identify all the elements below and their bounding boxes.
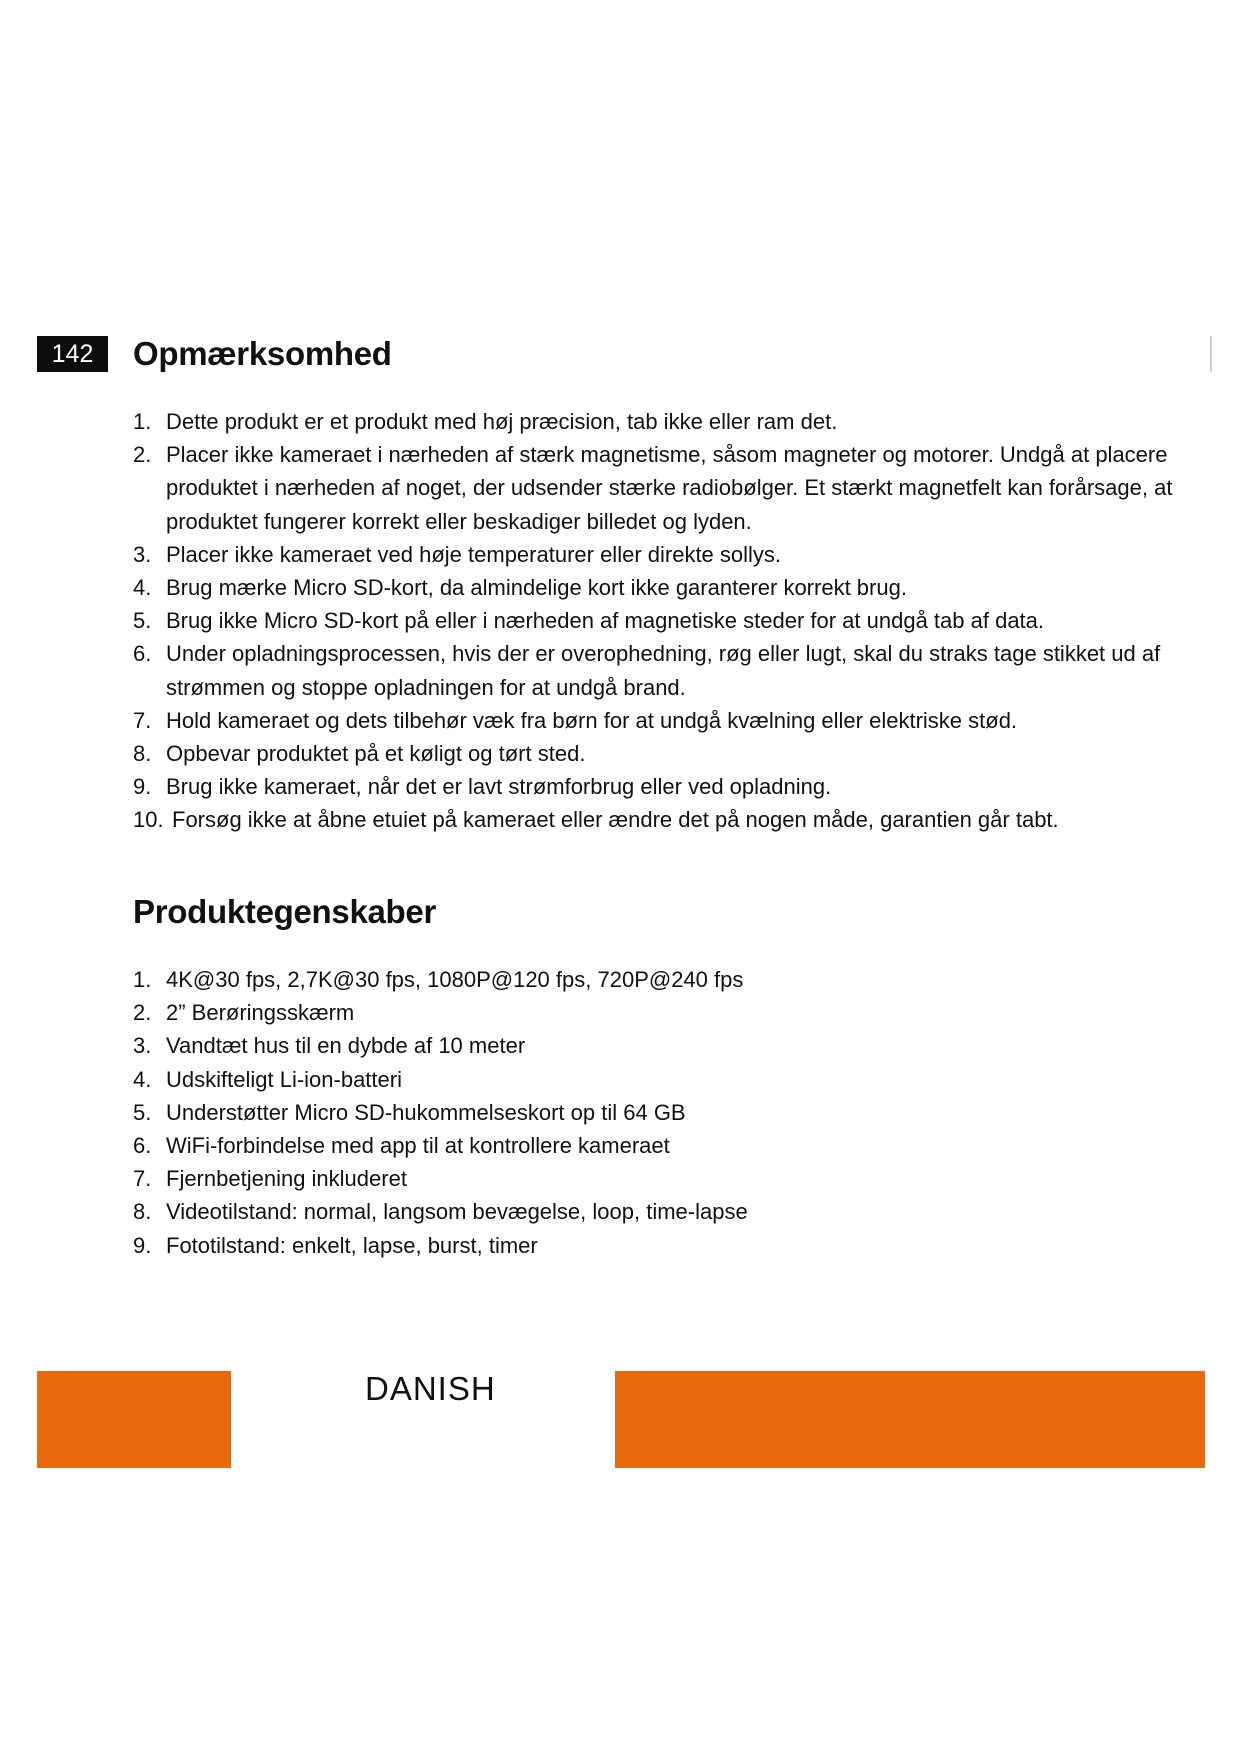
- list-item: [133, 737, 1183, 770]
- item-text: Vandtæt hus til en dybde af 10 meter: [166, 1033, 526, 1059]
- features-section: [133, 892, 1183, 1262]
- list-item: [133, 1229, 1183, 1262]
- list-item: [133, 1195, 1183, 1228]
- list-item: [133, 1096, 1183, 1129]
- item-text: Forsøg ikke at åbne etuiet på kameraet eller ændre det på nogen måde, garantien går tabt.: [172, 807, 1059, 833]
- item-text: 4K@30 fps, 2,7K@30 fps, 1080P@120 fps, 720P@240 fps: [166, 967, 744, 992]
- item-number: 3.: [133, 541, 152, 567]
- item-number: 8.: [133, 1199, 152, 1225]
- item-text: Dette produkt er et produkt med høj præcision, tab ikke eller ram det.: [166, 409, 838, 434]
- item-number: 4.: [133, 575, 152, 601]
- attention-section: [133, 334, 1183, 837]
- list-item: [133, 770, 1183, 803]
- item-number: 6.: [133, 1133, 152, 1159]
- item-number: 3.: [133, 1033, 152, 1059]
- item-text: Hold kameraet og dets tilbehør væk fra børn for at undgå kvælning eller elektriske stød.: [166, 707, 1018, 733]
- item-number: 5.: [133, 1099, 152, 1125]
- list-item: [133, 604, 1183, 637]
- footer-bar-left: [37, 1371, 231, 1468]
- item-number: 9.: [133, 774, 152, 800]
- item-number: 4.: [133, 1066, 152, 1092]
- item-text: Brug ikke Micro SD-kort på eller i nærheden af magnetiske steder for at undgå tab af data.: [166, 608, 1045, 634]
- list-item: [133, 1029, 1183, 1062]
- item-text: Udskifteligt Li-ion-batteri: [166, 1066, 402, 1092]
- list-item: [133, 637, 1183, 703]
- item-text: WiFi-forbindelse med app til at kontrollere kameraet: [166, 1133, 670, 1159]
- list-item: [133, 996, 1183, 1029]
- list-item: [133, 571, 1183, 604]
- footer-bar-right: [615, 1371, 1205, 1468]
- item-text: Placer ikke kameraet ved høje temperaturer eller direkte sollys.: [166, 541, 782, 567]
- item-text: Opbevar produktet på et køligt og tørt sted.: [166, 741, 586, 767]
- list-item: [133, 963, 1183, 996]
- features-title: Produktegenskaber: [133, 893, 437, 930]
- item-text: Understøtter Micro SD-hukommelseskort op til 64 GB: [166, 1099, 686, 1125]
- attention-title: Opmærksomhed: [133, 335, 392, 372]
- header-rule: [1210, 336, 1212, 372]
- list-item: [133, 1162, 1183, 1195]
- item-text: 2” Berøringsskærm: [166, 1000, 355, 1026]
- item-text: Brug ikke kameraet, når det er lavt strømforbrug eller ved opladning.: [166, 774, 832, 800]
- item-number: 2.: [133, 1000, 152, 1026]
- list-item: [133, 803, 1183, 836]
- item-number: 7.: [133, 1166, 152, 1192]
- attention-list: [133, 405, 1183, 837]
- list-item: [133, 538, 1183, 571]
- item-number: 10.: [133, 807, 164, 833]
- list-item: [133, 405, 1183, 438]
- page-number-badge: 142: [37, 336, 108, 372]
- item-number: 9.: [133, 1232, 152, 1258]
- item-number: 6.: [133, 641, 152, 667]
- item-number: 8.: [133, 741, 152, 767]
- footer-language-label: DANISH: [365, 1370, 496, 1407]
- item-text: Videotilstand: normal, langsom bevægelse, loop, time-lapse: [166, 1199, 748, 1225]
- item-text: Placer ikke kameraet i nærheden af stærk magnetisme, såsom magneter og motorer. Undgå at placere produktet i nærheden af noget, der udsender stærke radiobølger. Et stærkt magnetfelt kan forårsage, at produktet fungerer korrekt eller beskadiger billedet og lyden.: [166, 442, 1173, 534]
- item-number: 5.: [133, 608, 152, 634]
- item-text: Fototilstand: enkelt, lapse, burst, timer: [166, 1232, 538, 1258]
- list-item: [133, 1129, 1183, 1162]
- list-item: [133, 704, 1183, 737]
- item-text: Fjernbetjening inkluderet: [166, 1166, 407, 1192]
- features-list: [133, 963, 1183, 1262]
- list-item: [133, 438, 1183, 538]
- item-number: 1.: [133, 967, 152, 992]
- item-text: Under opladningsprocessen, hvis der er overophedning, røg eller lugt, skal du straks tage stikket ud af strømmen og stoppe opladningen for at undgå brand.: [166, 641, 1161, 700]
- list-item: [133, 1063, 1183, 1096]
- item-number: 2.: [133, 442, 152, 468]
- item-text: Brug mærke Micro SD-kort, da almindelige kort ikke garanterer korrekt brug.: [166, 575, 907, 601]
- item-number: 1.: [133, 409, 152, 434]
- item-number: 7.: [133, 707, 152, 733]
